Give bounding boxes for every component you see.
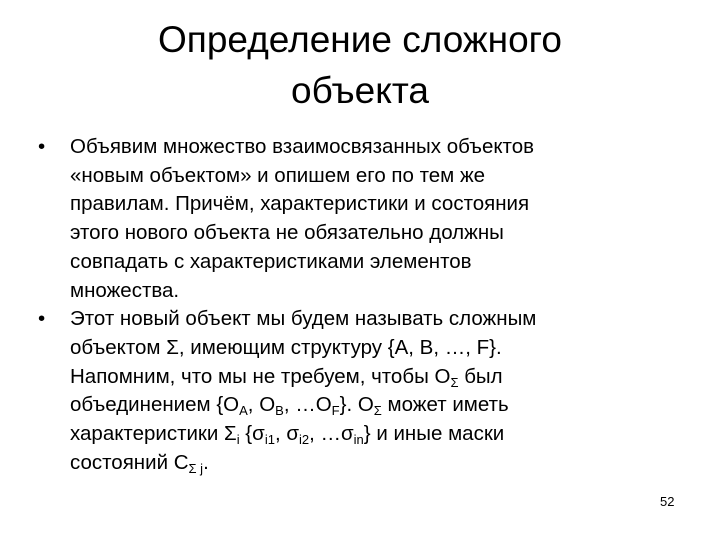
bullet-text-line bbox=[70, 162, 678, 191]
bullet-text-line bbox=[70, 219, 678, 248]
text-segment: состояний C bbox=[70, 450, 189, 474]
slide-title bbox=[0, 14, 720, 116]
text-segment: был bbox=[458, 364, 503, 388]
subscript: Σ bbox=[450, 374, 459, 390]
bullet-text-line bbox=[70, 190, 678, 219]
slide-title-line: объекта bbox=[291, 70, 429, 111]
text-segment: Напомним, что мы не требуем, чтобы O bbox=[70, 364, 451, 388]
subscript: Σ bbox=[373, 403, 382, 419]
text-segment: , …σ bbox=[309, 422, 354, 446]
text-segment: Объявим множество взаимосвязанных объектов bbox=[70, 135, 535, 158]
slide-title-line: Определение сложного bbox=[158, 19, 562, 60]
text-segment: «новым объектом» и опишем его по тем же bbox=[70, 163, 486, 187]
text-segment: объединением {O bbox=[70, 393, 240, 417]
bullet-text-line bbox=[70, 133, 678, 162]
text-segment: совпадать с характеристиками элементов bbox=[70, 249, 472, 273]
text-segment: может иметь bbox=[381, 393, 509, 417]
bullet-text-line bbox=[70, 391, 678, 420]
bullet-text-line bbox=[70, 305, 678, 334]
bullet-text-line bbox=[70, 363, 678, 392]
subscript: Σ j bbox=[188, 460, 204, 476]
bullet-marker: • bbox=[38, 307, 46, 331]
text-segment: }. O bbox=[339, 393, 374, 417]
bullet-text-line bbox=[70, 248, 678, 277]
text-segment: объектом Σ, имеющим структуру {A, B, …, F}. bbox=[70, 335, 502, 359]
text-segment: . bbox=[203, 450, 209, 474]
text-segment: множества. bbox=[70, 278, 180, 302]
bullet-text-line bbox=[70, 277, 678, 306]
bullet-marker: • bbox=[38, 135, 46, 158]
text-segment: Этот новый объект мы будем называть сложным bbox=[70, 307, 537, 331]
bullet-text-line bbox=[70, 334, 678, 363]
text-segment: этого нового объекта не обязательно должны bbox=[70, 221, 504, 245]
subscript: i bbox=[236, 432, 240, 448]
subscript: in bbox=[353, 432, 364, 448]
text-segment: , …O bbox=[283, 393, 332, 417]
text-segment: {σ bbox=[239, 422, 265, 446]
text-segment: , σ bbox=[274, 422, 299, 446]
subscript: A bbox=[239, 403, 248, 419]
subscript: i1 bbox=[264, 432, 275, 448]
text-segment: характеристики Σ bbox=[70, 422, 237, 446]
subscript: i2 bbox=[298, 432, 310, 448]
bullet-item bbox=[38, 133, 678, 305]
slide-number: 52 bbox=[660, 494, 675, 509]
bullet-text-line bbox=[70, 420, 678, 449]
text-segment: правилам. Причём, характеристики и состояния bbox=[70, 192, 530, 216]
bullet-list bbox=[38, 133, 678, 477]
subscript: B bbox=[275, 403, 284, 419]
text-segment: } и иные маски bbox=[363, 422, 505, 446]
bullet-item bbox=[38, 305, 678, 477]
bullet-text-line bbox=[70, 449, 678, 478]
subscript: F bbox=[331, 403, 340, 419]
text-segment: , O bbox=[247, 393, 276, 417]
